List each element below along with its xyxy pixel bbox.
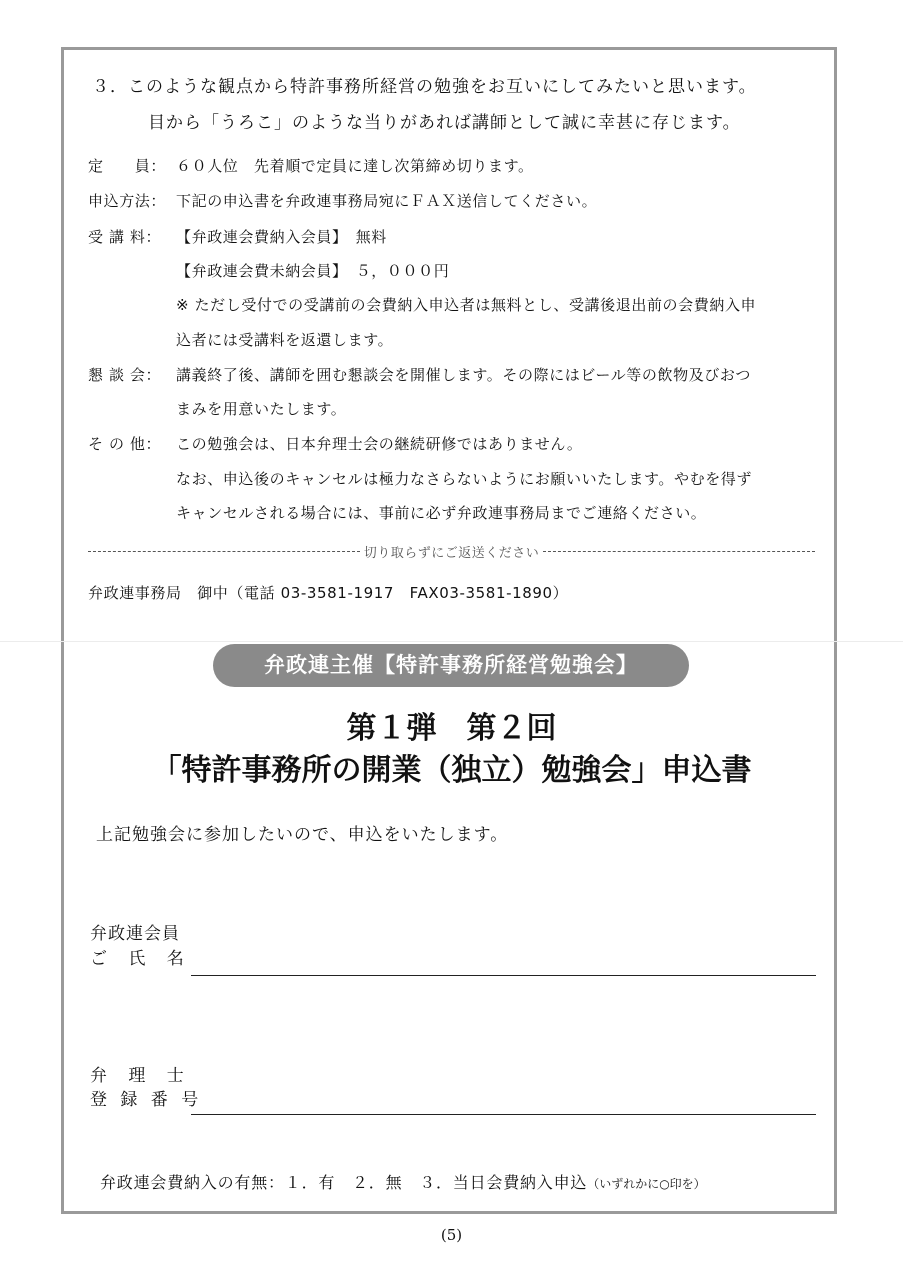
form-title-line-1: 第１弾 第２回: [346, 711, 557, 746]
fee-note-line-1: ※ ただし受付での受講前の会費納入申込者は無料とし、受講後退出前の会費納入申: [176, 296, 757, 314]
paragraph-line-1: ３．このような観点から特許事務所経営の勉強をお互いにしてみたいと思います。: [92, 77, 757, 97]
fax-recipient: 弁政連事務局 御中（電話 03-3581-1917 FAX03-3581-1890）: [88, 584, 569, 602]
social-label: 懇 談 会：: [88, 366, 162, 384]
fee-member: 【弁政連会費納入会員】 無料: [176, 228, 387, 246]
fee-status-options[interactable]: 弁政連会費納入の有無：１．有 ２．無 ３．当日会費納入申込: [100, 1173, 588, 1192]
registration-number-field[interactable]: [191, 1114, 816, 1115]
cut-line: [88, 541, 815, 561]
registration-label-line-2: 登 録 番 号: [90, 1090, 203, 1110]
organizer-badge: 弁政連主催【特許事務所経営勉強会】: [213, 644, 689, 687]
cut-instruction: 切り取らずにご返送ください: [363, 545, 540, 561]
name-label-line-1: 弁政連会員: [90, 924, 180, 944]
fee-nonmember: 【弁政連会費未納会員】 ５，０００円: [176, 262, 450, 280]
other-line-3: キャンセルされる場合には、事前に必ず弁政連事務局までご連絡ください。: [176, 504, 707, 522]
name-field[interactable]: [191, 975, 816, 976]
social-line-1: 講義終了後、講師を囲む懇談会を開催します。その際にはビール等の飲物及びおつ: [176, 366, 751, 384]
page-number: (5): [440, 1226, 463, 1244]
page-border: [61, 47, 837, 1214]
form-intro: 上記勉強会に参加したいので、申込をいたします。: [96, 825, 509, 845]
other-label: そ の 他：: [88, 435, 162, 453]
registration-label-line-1: 弁 理 士: [90, 1066, 192, 1086]
apply-method-label: 申込方法：: [88, 192, 167, 210]
cut-dash-right: [543, 551, 815, 552]
paragraph-line-2: 目から「うろこ」のような当りがあれば講師として誠に幸甚に存じます。: [148, 113, 741, 133]
other-line-2: なお、申込後のキャンセルは極力なさらないようにお願いいたします。やむを得ず: [176, 470, 753, 488]
capacity-value: ６０人位 先着順で定員に達し次第締め切ります。: [176, 157, 534, 175]
name-label-line-2: ご 氏 名: [90, 949, 192, 969]
other-line-1: この勉強会は、日本弁理士会の継続研修ではありません。: [176, 435, 583, 453]
form-title-line-2: 「特許事務所の開業（独立）勉強会」申込書: [151, 753, 752, 788]
fee-status-hint: （いずれかに○印を）: [587, 1177, 706, 1191]
fee-status-question: [100, 1170, 706, 1193]
capacity-label: 定 員：: [88, 157, 167, 175]
cut-dash-left: [88, 551, 360, 552]
apply-method-value: 下記の申込書を弁政連事務局宛にＦＡＸ送信してください。: [176, 192, 598, 210]
fold-line: [0, 641, 903, 642]
fee-note-line-2: 込者には受講料を返還します。: [176, 331, 394, 349]
fee-label: 受 講 料：: [88, 228, 162, 246]
social-line-2: まみを用意いたします。: [176, 400, 347, 418]
